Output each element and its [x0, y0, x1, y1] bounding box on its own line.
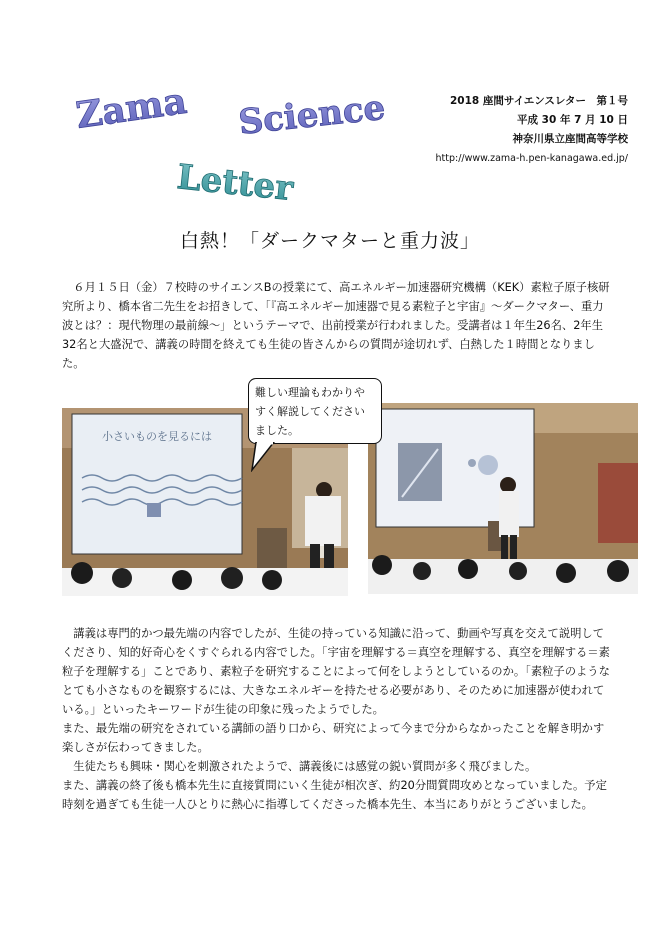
- body-paragraph-3: 生徒たちも興味・関心を刺激されたようで、講義後には感覚の鋭い質問が多く飛びました。: [73, 760, 537, 773]
- article-title: 白熱！「ダークマターと重力波」: [179, 230, 480, 252]
- date-line: 平成 30 年 7 月 10 日: [517, 114, 628, 126]
- body-paragraph-2: また、最先端の研究をされている講師の語り口から、研究によって今まで分からなかったことを解き明かす楽しさが伝わってきました。: [62, 722, 605, 754]
- body-paragraph-4: また、講義の終了後も橋本先生に直接質問にいく生徒が相次ぎ、約20分間質問攻めとなっていました。予定時刻を過ぎても生徒一人ひとりに熱心に指導してくださった橋本先生、本当にありがとうございました。: [62, 779, 607, 811]
- logo-word-letter: Letter: [175, 157, 296, 210]
- body-text: [62, 624, 610, 814]
- logo-word-zama: Zama: [73, 79, 190, 137]
- issue-line: 2018 座間サイエンスレター 第１号: [450, 95, 628, 107]
- school-url[interactable]: http://www.zama-h.pen-kanagawa.ed.jp/: [435, 153, 628, 164]
- zama-science-letter-logo: [72, 79, 412, 212]
- intro-text: ６月１５日（金）７校時のサイエンスBの授業にて、高エネルギー加速器研究機構（KEK）素粒子原子核研究所より、橋本省二先生をお招きして、「『高エネルギー加速器で見る素粒子と宇宙』～ダークマター、重力波とは？：現代物理の最前線～」というテーマで、出前授業が行われました。受講者は１年生26名、2年生32名と大盛況で、講義の時間を終えても生徒の皆さんからの質問が途切れず、白熱した１時間となりました。: [62, 281, 610, 370]
- speech-bubble: 難しい理論もわかりやすく解説してくださいました。: [248, 378, 382, 444]
- lecture-photo-right: [368, 403, 638, 594]
- newsletter-header: [398, 92, 628, 168]
- body-paragraph-1: 講義は専門的かつ最先端の内容でしたが、生徒の持っている知識に沿って、動画や写真を交えて説明してくださり、知的好奇心をくすぐられる内容でした。「宇宙を理解する＝真空を理解する、真空を理解する＝素粒子を理解する」ことであり、素粒子を研究することによって何をしようとしているのか。「素粒子のようなとても小さなものを観察するには、大きなエネルギーを持たせる必要があり、そのために加速器が使われている。」といったキーワードが生徒の印象に残ったようでした。: [62, 627, 610, 716]
- speech-bubble-tail: [246, 442, 286, 472]
- intro-paragraph: [62, 278, 610, 373]
- logo-word-science: Science: [236, 87, 387, 143]
- slide-title: 小さいものを見るには: [102, 430, 212, 443]
- school-name: 神奈川県立座間高等学校: [512, 133, 628, 145]
